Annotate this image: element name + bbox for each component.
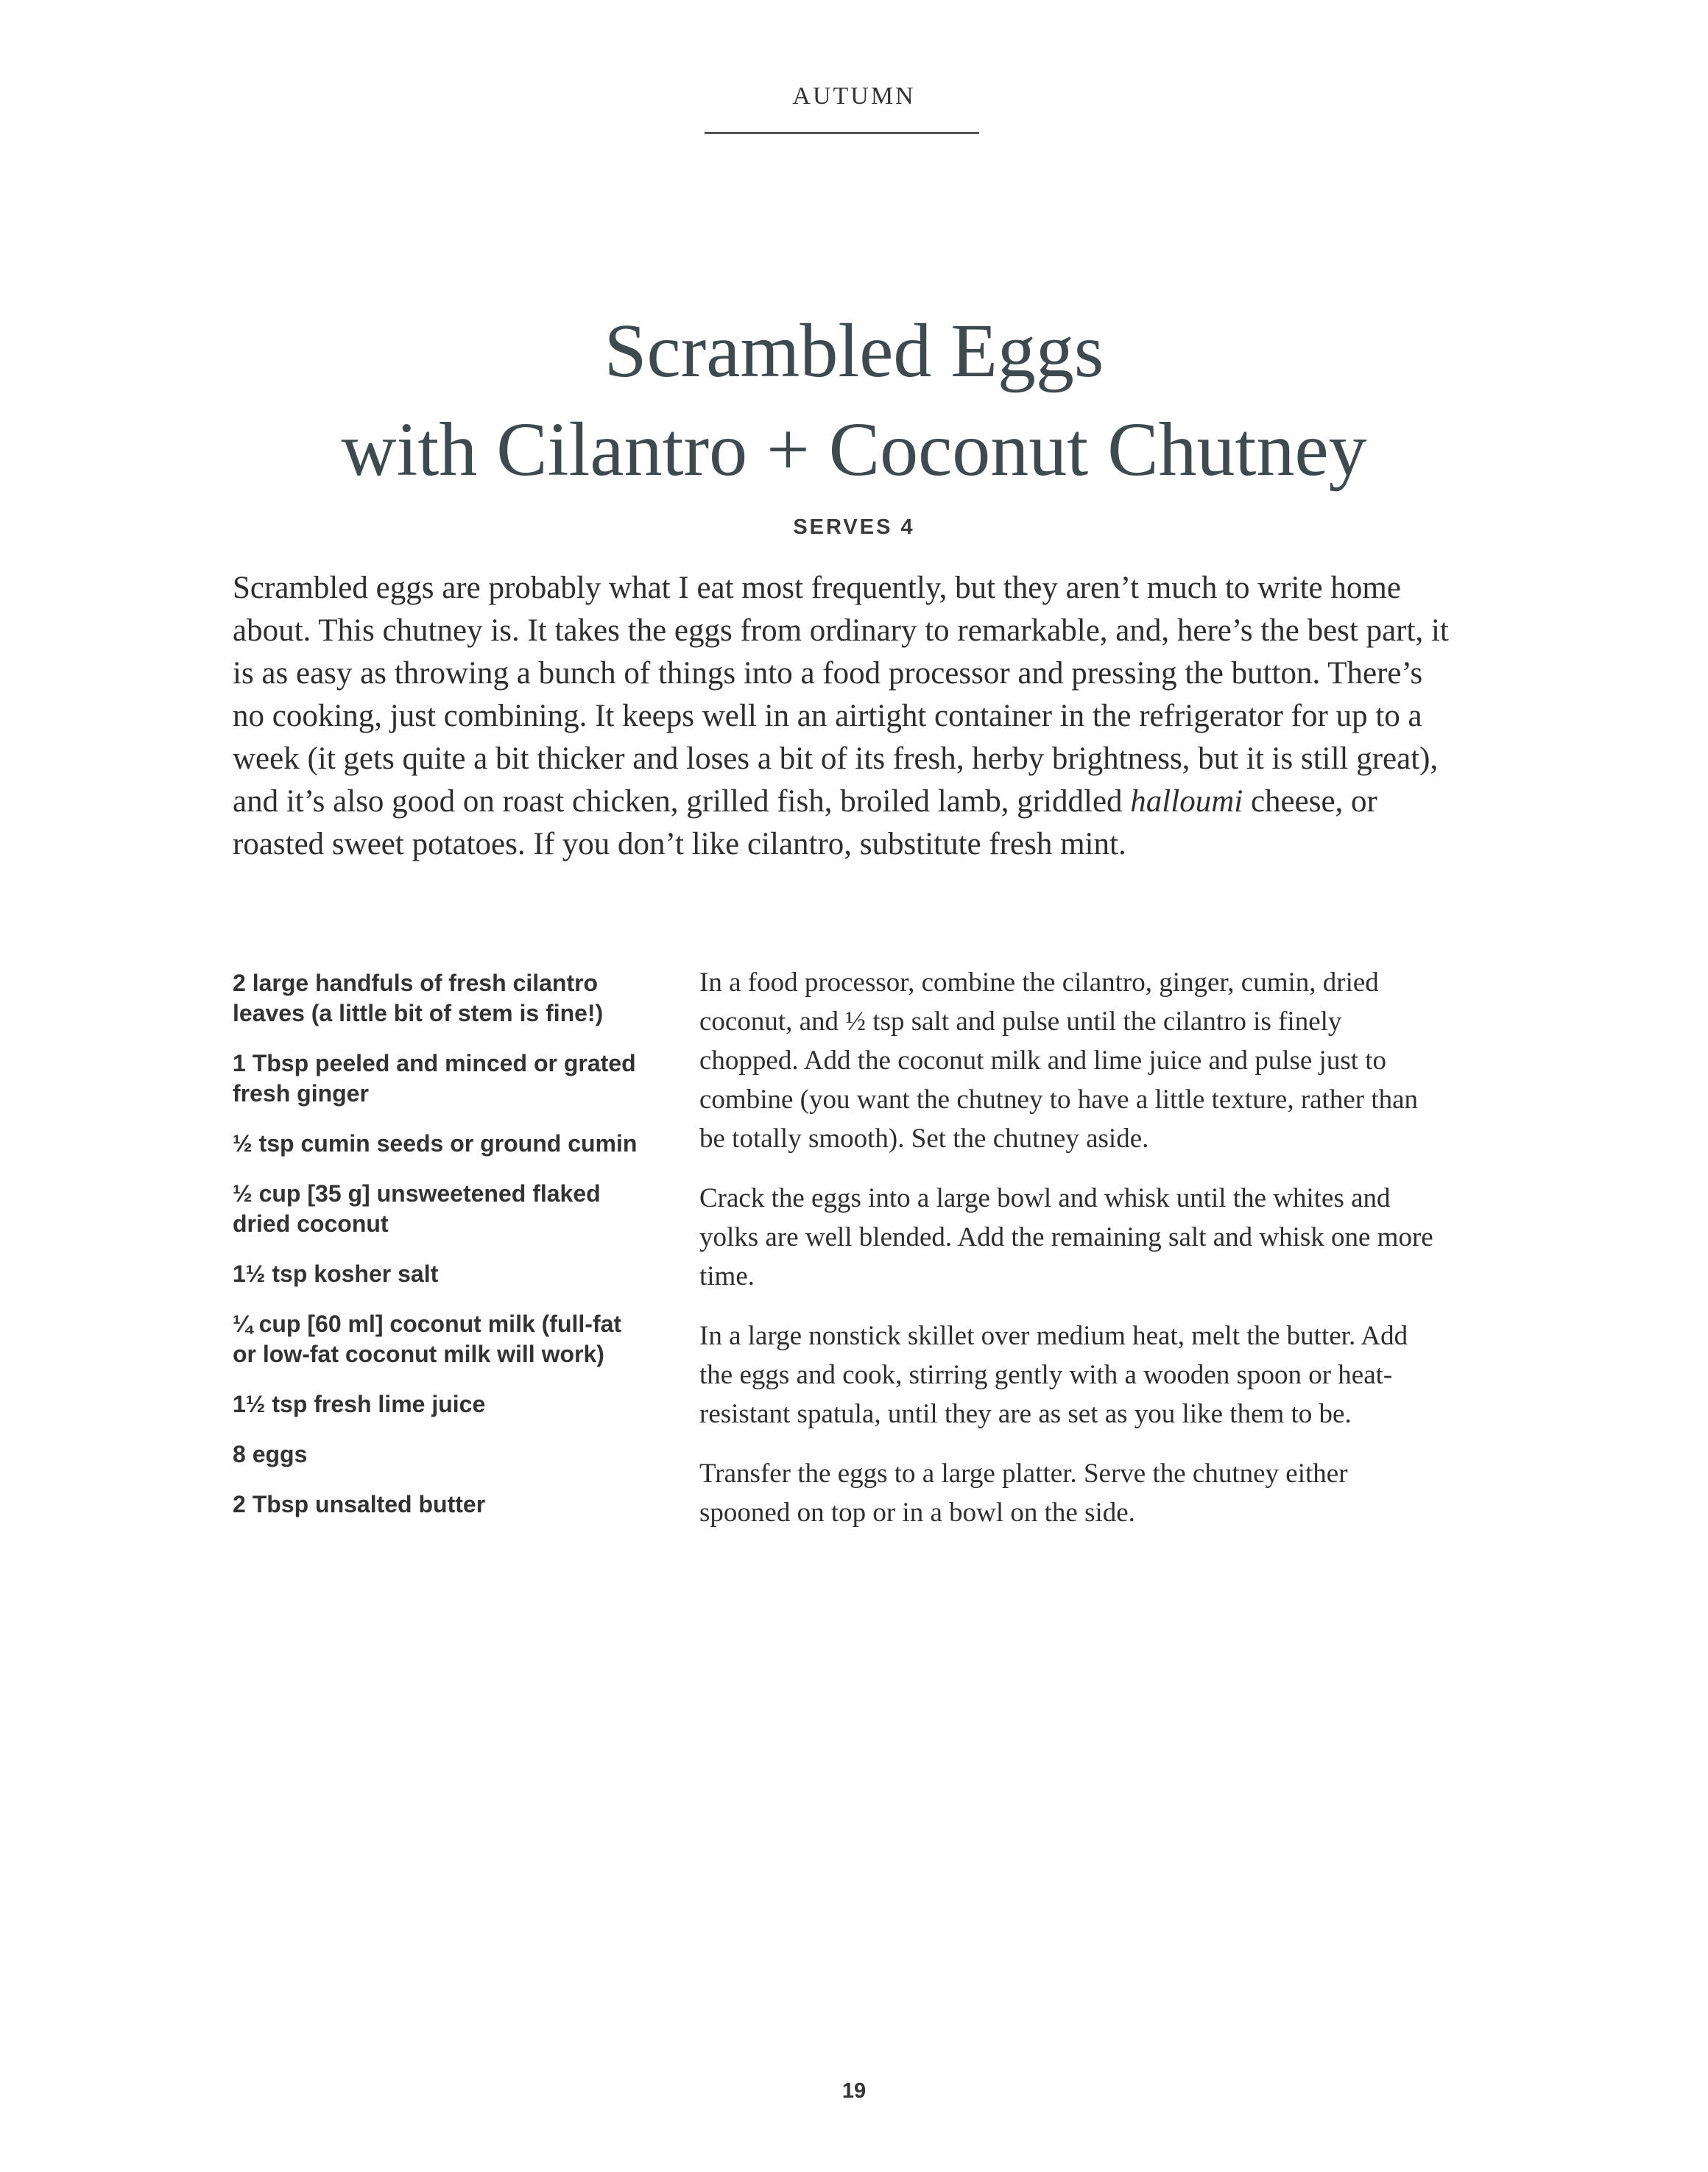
section-header: AUTUMN [792,82,916,110]
serves-label: SERVES 4 [793,515,915,539]
ingredient-item: ½ tsp cumin seeds or ground cumin [233,1130,638,1157]
recipe-title [0,302,1708,499]
intro-text-end: cheese, or roasted sweet potatoes. If you don’t like cilantro, substitute fresh mint. [233,784,1377,861]
method-step: In a food processor, combine the cilantro, ginger, cumin, dried coconut, and ½ tsp salt and pulse until the cilantro is finely chopped. Add the coconut milk and lime juice and pulse just to combine (you want the chutney to have a little texture, rather than be totally smooth). Set the chutney aside. [699,967,1419,1154]
recipe-title-line-1: Scrambled Eggs [604,308,1104,393]
method-step: Transfer the eggs to a large platter. Serve the chutney either spooned on top or in a bowl on the side. [699,1459,1348,1528]
intro-text: Scrambled eggs are probably what I eat most frequently, but they aren’t much to write home about. This chutney is. It takes the eggs from ordinary to remarkable, and, here’s the best part, it is as easy as throwing a bunch of things into a food processor and pressing the button. There’s no cooking, just combining. It keeps well in an airtight container in the refrigerator for up to a week (it gets quite a bit thicker and loses a bit of its fresh, herby brightness, but it is still great), and it’s also good on roast chicken, grilled fish, broiled lamb, griddled [233,571,1449,819]
ingredient-item: 2 Tbsp unsalted butter [233,1491,486,1517]
ingredient-item: 1 Tbsp peeled and minced or grated fresh ginger [233,1050,636,1107]
intro-paragraph [233,567,1455,866]
ingredient-item: ½ cup [35 g] unsweetened flaked dried coconut [233,1180,601,1237]
ingredient-list [233,968,645,1540]
method-step: Crack the eggs into a large bowl and whisk until the whites and yolks are well blended. Add the remaining salt and whisk one more time. [699,1183,1433,1291]
ingredient-item: 1½ tsp kosher salt [233,1260,439,1287]
method-steps [699,963,1436,1553]
page-number: 19 [841,2079,867,2103]
ingredient-item: ¼ cup [60 ml] coconut milk (full-fat or low-fat coconut milk will work) [233,1311,622,1367]
intro-italic-term: halloumi [1130,784,1243,819]
method-step: In a large nonstick skillet over medium heat, melt the butter. Add the eggs and cook, stirring gently with a wooden spoon or heat-resistant spatula, until they are as set as you like them to be. [699,1321,1408,1429]
section-divider [705,132,979,134]
ingredient-item: 2 large handfuls of fresh cilantro leaves (a little bit of stem is fine!) [233,970,604,1026]
recipe-title-line-2: with Cilantro + Coconut Chutney [341,407,1367,492]
ingredient-item: 1½ tsp fresh lime juice [233,1391,486,1417]
ingredient-item: 8 eggs [233,1441,308,1467]
